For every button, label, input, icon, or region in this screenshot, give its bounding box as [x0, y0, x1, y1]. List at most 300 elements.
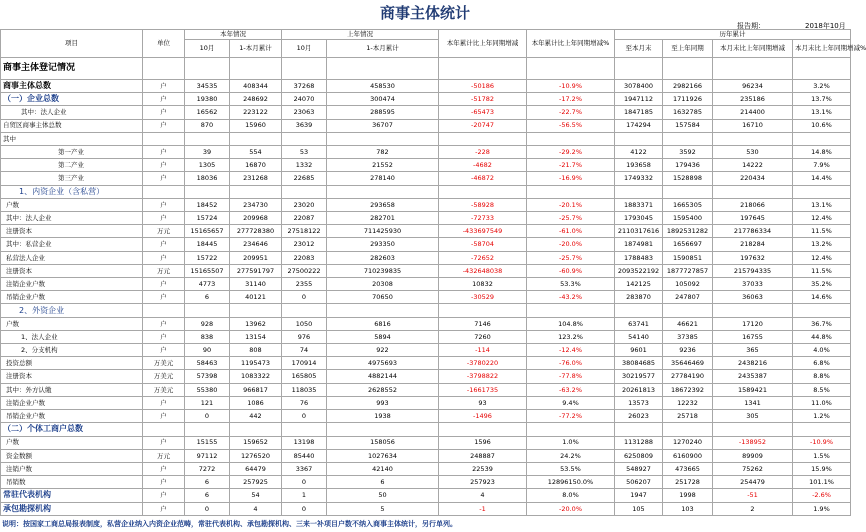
- table-row: [1, 238, 851, 251]
- table-row: [1, 396, 851, 409]
- data-cell: 37268: [282, 80, 327, 93]
- data-cell: 26023: [615, 410, 663, 423]
- header-unit: 单位: [143, 30, 185, 58]
- data-cell: 1086: [230, 396, 282, 409]
- data-cell: 53.5%: [527, 462, 615, 475]
- data-cell: [230, 185, 282, 198]
- data-cell: 40121: [230, 291, 282, 304]
- data-cell: [713, 132, 793, 145]
- data-cell: [439, 58, 527, 80]
- data-cell: 36707: [327, 119, 439, 132]
- data-cell: 1083322: [230, 370, 282, 383]
- data-cell: 2435387: [713, 370, 793, 383]
- row-unit: 户: [143, 278, 185, 291]
- header-ly-cum: 1-本月累计: [327, 40, 439, 58]
- data-cell: 23063: [282, 106, 327, 119]
- data-cell: 105092: [663, 278, 713, 291]
- data-cell: [230, 132, 282, 145]
- row-unit: 户: [143, 251, 185, 264]
- data-cell: 248887: [439, 449, 527, 462]
- data-cell: 209951: [230, 251, 282, 264]
- data-cell: -25.7%: [527, 251, 615, 264]
- data-cell: 22083: [282, 251, 327, 264]
- data-cell: 13962: [230, 317, 282, 330]
- data-cell: 85440: [282, 449, 327, 462]
- table-row: [1, 436, 851, 449]
- table-row: [1, 264, 851, 277]
- data-cell: 64479: [230, 462, 282, 475]
- data-cell: 75262: [713, 462, 793, 475]
- data-cell: 1027634: [327, 449, 439, 462]
- data-cell: 300474: [327, 93, 439, 106]
- data-cell: [663, 185, 713, 198]
- row-label: 2、分支机构: [1, 344, 143, 357]
- table-row: [1, 106, 851, 119]
- header-last-year: 上年情况: [282, 30, 439, 40]
- row-unit: 户: [143, 317, 185, 330]
- data-cell: [793, 423, 851, 436]
- data-cell: 4: [439, 489, 527, 502]
- data-cell: 711425930: [327, 225, 439, 238]
- data-cell: 1.9%: [793, 502, 851, 515]
- data-cell: 36.7%: [793, 317, 851, 330]
- row-unit: 户: [143, 410, 185, 423]
- data-cell: [713, 423, 793, 436]
- data-cell: -77.2%: [527, 410, 615, 423]
- page-title: 商事主体统计: [379, 4, 470, 22]
- data-cell: 36063: [713, 291, 793, 304]
- data-cell: -20.0%: [527, 502, 615, 515]
- data-cell: 96234: [713, 80, 793, 93]
- data-cell: 277591797: [230, 264, 282, 277]
- data-cell: -1496: [439, 410, 527, 423]
- row-label: 商事主体总数: [1, 80, 143, 93]
- data-cell: 12.4%: [793, 251, 851, 264]
- header-hist-diff: 本月末比上年同期增减: [713, 40, 793, 58]
- data-cell: 97112: [185, 449, 230, 462]
- table-row: [1, 370, 851, 383]
- data-cell: [439, 423, 527, 436]
- data-cell: 2982166: [663, 80, 713, 93]
- data-cell: 247807: [663, 291, 713, 304]
- data-cell: 18036: [185, 172, 230, 185]
- data-cell: 105: [615, 502, 663, 515]
- header-yoy-cum: 本年累计比上年同期增减: [439, 30, 527, 58]
- data-cell: 1947112: [615, 93, 663, 106]
- table-row: [1, 489, 851, 502]
- data-cell: -114: [439, 344, 527, 357]
- data-cell: [230, 58, 282, 80]
- row-unit: 户: [143, 212, 185, 225]
- data-cell: [713, 58, 793, 80]
- data-cell: 1270240: [663, 436, 713, 449]
- data-cell: 1632785: [663, 106, 713, 119]
- data-cell: [230, 423, 282, 436]
- row-label: 其中：外方认缴: [1, 383, 143, 396]
- data-cell: -1661735: [439, 383, 527, 396]
- report-period-value: 2018年10月: [805, 22, 846, 30]
- data-cell: 14222: [713, 159, 793, 172]
- data-cell: 3.2%: [793, 80, 851, 93]
- table-row: [1, 93, 851, 106]
- data-cell: 4773: [185, 278, 230, 291]
- data-cell: 16562: [185, 106, 230, 119]
- data-cell: 1341: [713, 396, 793, 409]
- data-cell: 35646469: [663, 357, 713, 370]
- data-cell: [327, 132, 439, 145]
- row-label: 注册资本: [1, 225, 143, 238]
- row-label: 吊销企业户数: [1, 410, 143, 423]
- data-cell: 10832: [439, 278, 527, 291]
- row-label: 1、法人企业: [1, 330, 143, 343]
- table-row: [1, 502, 851, 515]
- row-label: 户数: [1, 317, 143, 330]
- row-label: 注销企业户数: [1, 396, 143, 409]
- data-cell: [327, 185, 439, 198]
- table-row: [1, 410, 851, 423]
- data-cell: -29.2%: [527, 146, 615, 159]
- row-label: 其中：法人企业: [1, 106, 143, 119]
- data-cell: [185, 58, 230, 80]
- row-label: 常驻代表机构: [1, 489, 143, 502]
- data-cell: 54140: [615, 330, 663, 343]
- data-cell: 11.0%: [793, 396, 851, 409]
- data-cell: 1947: [615, 489, 663, 502]
- row-unit: 万元: [143, 264, 185, 277]
- table-row: [1, 449, 851, 462]
- data-cell: -72652: [439, 251, 527, 264]
- data-cell: 25718: [663, 410, 713, 423]
- data-cell: 6816: [327, 317, 439, 330]
- data-cell: 1998: [663, 489, 713, 502]
- data-cell: 50: [327, 489, 439, 502]
- row-unit: 户: [143, 159, 185, 172]
- data-cell: [282, 423, 327, 436]
- data-cell: [282, 132, 327, 145]
- data-cell: 13.1%: [793, 198, 851, 211]
- data-cell: 1892531282: [663, 225, 713, 238]
- data-cell: 6: [185, 476, 230, 489]
- data-cell: 158056: [327, 436, 439, 449]
- data-cell: 1528898: [663, 172, 713, 185]
- row-unit: 户: [143, 238, 185, 251]
- data-cell: -61.0%: [527, 225, 615, 238]
- data-cell: 278140: [327, 172, 439, 185]
- data-cell: 15960: [230, 119, 282, 132]
- data-cell: 13154: [230, 330, 282, 343]
- data-cell: 218284: [713, 238, 793, 251]
- table-row: [1, 159, 851, 172]
- data-cell: 3078400: [615, 80, 663, 93]
- data-cell: 22685: [282, 172, 327, 185]
- data-cell: 57398: [185, 370, 230, 383]
- data-cell: 27518122: [282, 225, 327, 238]
- data-cell: -60.9%: [527, 264, 615, 277]
- row-label: 其中: [1, 132, 143, 145]
- row-unit: [143, 423, 185, 436]
- row-label: 注册资本: [1, 264, 143, 277]
- data-cell: -56.5%: [527, 119, 615, 132]
- data-cell: 103: [663, 502, 713, 515]
- data-cell: 14.8%: [793, 146, 851, 159]
- row-unit: 户: [143, 330, 185, 343]
- header-ty-cum: 1-本月累计: [230, 40, 282, 58]
- data-cell: 24070: [282, 93, 327, 106]
- data-cell: 46621: [663, 317, 713, 330]
- data-cell: 193658: [615, 159, 663, 172]
- data-cell: 217786334: [713, 225, 793, 238]
- data-cell: 248692: [230, 93, 282, 106]
- data-cell: [793, 185, 851, 198]
- data-cell: 0: [185, 502, 230, 515]
- data-cell: [713, 185, 793, 198]
- data-cell: 1276520: [230, 449, 282, 462]
- data-cell: [185, 423, 230, 436]
- row-label: 私营法人企业: [1, 251, 143, 264]
- data-cell: 293350: [327, 238, 439, 251]
- data-cell: [793, 58, 851, 80]
- table-row: [1, 132, 851, 145]
- data-cell: -72733: [439, 212, 527, 225]
- row-label: 户数: [1, 198, 143, 211]
- data-cell: 5894: [327, 330, 439, 343]
- data-cell: 4882144: [327, 370, 439, 383]
- data-cell: -58928: [439, 198, 527, 211]
- row-label: 注册资本: [1, 370, 143, 383]
- data-cell: 174294: [615, 119, 663, 132]
- data-cell: 54: [230, 489, 282, 502]
- data-cell: 19380: [185, 93, 230, 106]
- data-cell: 8.0%: [527, 489, 615, 502]
- header-history: 历年累计: [615, 30, 851, 40]
- data-cell: 0: [282, 502, 327, 515]
- row-unit: 万元: [143, 449, 185, 462]
- data-cell: [615, 58, 663, 80]
- row-unit: 万美元: [143, 383, 185, 396]
- table-row: [1, 476, 851, 489]
- data-cell: 16710: [713, 119, 793, 132]
- row-unit: 户: [143, 502, 185, 515]
- data-cell: 5: [327, 502, 439, 515]
- data-cell: [663, 304, 713, 317]
- data-cell: 4975693: [327, 357, 439, 370]
- table-row: [1, 357, 851, 370]
- row-unit: 户: [143, 80, 185, 93]
- data-cell: 231268: [230, 172, 282, 185]
- data-cell: 123.2%: [527, 330, 615, 343]
- data-cell: 257923: [439, 476, 527, 489]
- row-label: 承包勘探机构: [1, 502, 143, 515]
- data-cell: 11.5%: [793, 264, 851, 277]
- data-cell: -2.6%: [793, 489, 851, 502]
- data-cell: 6: [185, 489, 230, 502]
- data-cell: -77.8%: [527, 370, 615, 383]
- data-cell: [793, 304, 851, 317]
- data-cell: 473665: [663, 462, 713, 475]
- row-unit: 户: [143, 436, 185, 449]
- data-cell: 1305: [185, 159, 230, 172]
- data-cell: [439, 185, 527, 198]
- data-cell: -3798822: [439, 370, 527, 383]
- data-cell: 293658: [327, 198, 439, 211]
- data-cell: 22539: [439, 462, 527, 475]
- data-cell: -1: [439, 502, 527, 515]
- row-unit: 户: [143, 476, 185, 489]
- data-cell: 4: [230, 502, 282, 515]
- data-cell: 1590851: [663, 251, 713, 264]
- data-cell: [327, 304, 439, 317]
- row-unit: 户: [143, 462, 185, 475]
- data-cell: 1131288: [615, 436, 663, 449]
- table-row: [1, 383, 851, 396]
- row-label: 2、外资企业: [1, 304, 143, 317]
- data-cell: 70650: [327, 291, 439, 304]
- data-cell: 14.4%: [793, 172, 851, 185]
- data-cell: 288595: [327, 106, 439, 119]
- data-cell: -20.1%: [527, 198, 615, 211]
- data-cell: [527, 304, 615, 317]
- row-unit: [143, 304, 185, 317]
- data-cell: 27784190: [663, 370, 713, 383]
- data-cell: 2: [713, 502, 793, 515]
- data-cell: 3367: [282, 462, 327, 475]
- data-cell: 11.5%: [793, 225, 851, 238]
- data-cell: 53.3%: [527, 278, 615, 291]
- data-cell: 1749332: [615, 172, 663, 185]
- data-cell: 157584: [663, 119, 713, 132]
- data-cell: 58463: [185, 357, 230, 370]
- data-cell: 215794335: [713, 264, 793, 277]
- header-ly-month: 10月: [282, 40, 327, 58]
- data-cell: 15722: [185, 251, 230, 264]
- data-cell: 209968: [230, 212, 282, 225]
- data-cell: 8.8%: [793, 370, 851, 383]
- row-label: 投资总额: [1, 357, 143, 370]
- data-cell: [327, 423, 439, 436]
- data-cell: [615, 132, 663, 145]
- row-unit: [143, 185, 185, 198]
- row-label: 吊销企业户数: [1, 291, 143, 304]
- table-row: [1, 198, 851, 211]
- data-cell: 165805: [282, 370, 327, 383]
- data-cell: -21.7%: [527, 159, 615, 172]
- data-cell: 442: [230, 410, 282, 423]
- data-cell: 18445: [185, 238, 230, 251]
- header-hist-pct: 本月末比上年同期增减%: [793, 40, 851, 58]
- header-hist-ly: 至上年同期: [663, 40, 713, 58]
- data-cell: 928: [185, 317, 230, 330]
- table-row: [1, 423, 851, 436]
- table-row: [1, 225, 851, 238]
- row-label: 商事主体登记情况: [1, 58, 143, 80]
- data-cell: 1874981: [615, 238, 663, 251]
- data-cell: 13.2%: [793, 238, 851, 251]
- data-cell: 0: [282, 476, 327, 489]
- data-cell: 838: [185, 330, 230, 343]
- data-cell: 808: [230, 344, 282, 357]
- data-cell: [663, 423, 713, 436]
- data-cell: [663, 58, 713, 80]
- footnote: 说明：按国家工商总局报表制度，私营企业纳入内资企业范畴，常驻代表机构、承包勘探机构、三来一补项目户数不纳入商事主体统计，另行单列。: [2, 520, 457, 528]
- data-cell: 9601: [615, 344, 663, 357]
- data-cell: [615, 185, 663, 198]
- data-cell: 9.4%: [527, 396, 615, 409]
- data-cell: [185, 132, 230, 145]
- data-cell: 218066: [713, 198, 793, 211]
- row-unit: 户: [143, 198, 185, 211]
- row-unit: 户: [143, 489, 185, 502]
- data-cell: 1656697: [663, 238, 713, 251]
- data-cell: 1: [282, 489, 327, 502]
- data-cell: -51782: [439, 93, 527, 106]
- data-cell: 993: [327, 396, 439, 409]
- data-cell: [527, 132, 615, 145]
- data-cell: 39: [185, 146, 230, 159]
- data-cell: 104.8%: [527, 317, 615, 330]
- data-cell: 31140: [230, 278, 282, 291]
- data-cell: -12.4%: [527, 344, 615, 357]
- data-cell: 548927: [615, 462, 663, 475]
- data-cell: 16870: [230, 159, 282, 172]
- data-cell: 0: [282, 291, 327, 304]
- data-cell: 251728: [663, 476, 713, 489]
- data-cell: -58704: [439, 238, 527, 251]
- header-this-year: 本年情况: [185, 30, 282, 40]
- data-cell: 1711926: [663, 93, 713, 106]
- data-cell: 1938: [327, 410, 439, 423]
- data-cell: -10.9%: [527, 80, 615, 93]
- data-cell: 53: [282, 146, 327, 159]
- data-cell: [793, 132, 851, 145]
- data-cell: 197632: [713, 251, 793, 264]
- header-hist-now: 至本月末: [615, 40, 663, 58]
- data-cell: 22087: [282, 212, 327, 225]
- data-cell: 93: [439, 396, 527, 409]
- data-cell: 38084685: [615, 357, 663, 370]
- data-cell: 0: [282, 410, 327, 423]
- data-cell: 1788483: [615, 251, 663, 264]
- row-label: 自贸区商事主体总数: [1, 119, 143, 132]
- data-cell: 1.0%: [527, 436, 615, 449]
- data-cell: 1050: [282, 317, 327, 330]
- data-cell: [527, 58, 615, 80]
- data-cell: 710239835: [327, 264, 439, 277]
- data-cell: -138952: [713, 436, 793, 449]
- data-cell: 12896150.0%: [527, 476, 615, 489]
- data-cell: 7146: [439, 317, 527, 330]
- data-cell: 1847185: [615, 106, 663, 119]
- data-cell: [615, 304, 663, 317]
- data-cell: 44.8%: [793, 330, 851, 343]
- data-cell: 1877727857: [663, 264, 713, 277]
- row-label: 户数: [1, 436, 143, 449]
- header-item: 项目: [1, 30, 143, 58]
- data-cell: 1793045: [615, 212, 663, 225]
- data-cell: 74: [282, 344, 327, 357]
- data-cell: 15724: [185, 212, 230, 225]
- row-label: 其中：私营企业: [1, 238, 143, 251]
- data-cell: [327, 58, 439, 80]
- data-cell: -432648038: [439, 264, 527, 277]
- data-cell: 20308: [327, 278, 439, 291]
- data-cell: 12232: [663, 396, 713, 409]
- data-cell: 6.8%: [793, 357, 851, 370]
- data-cell: -76.0%: [527, 357, 615, 370]
- data-cell: [185, 304, 230, 317]
- data-cell: 18672392: [663, 383, 713, 396]
- data-cell: 4122: [615, 146, 663, 159]
- data-cell: [527, 423, 615, 436]
